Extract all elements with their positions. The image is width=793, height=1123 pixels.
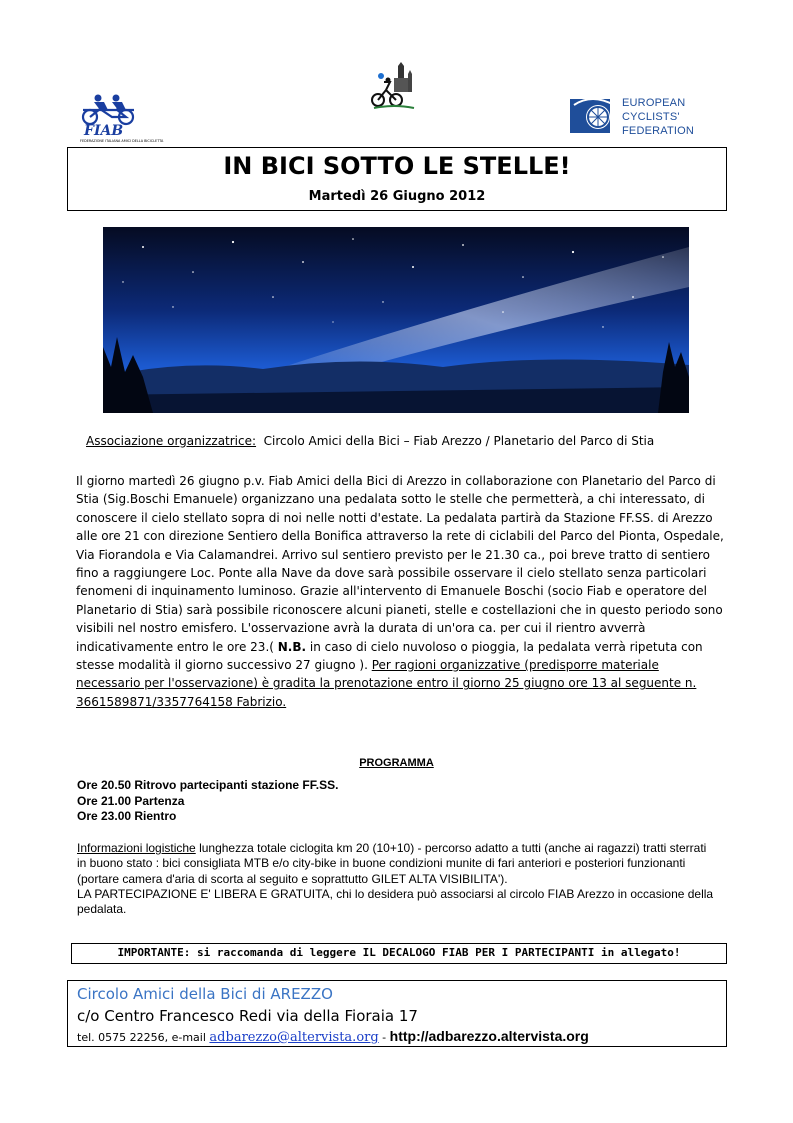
footer-box bbox=[67, 980, 727, 1047]
description-text-2: in caso di cielo nuvoloso o pioggia, la pedalata verrà ripetuta con stesse modalità il giorno successivo 27 giugno ). bbox=[76, 639, 703, 673]
event-date: Martedì 26 Giugno 2012 bbox=[308, 189, 486, 204]
organizer-value: Circolo Amici della Bici – Fiab Arezzo / Planetario del Parco di Stia bbox=[256, 434, 655, 448]
title-box bbox=[67, 147, 727, 211]
description-text: Il giorno martedì 26 giugno p.v. Fiab Amici della Bici di Arezzo in collaborazione con Planetario del Parco di Stia (Sig.Boschi Emanuele) organizzano una pedalata sotto le stelle che permetterà, a chi interessato, di conoscere il cielo stellato sopra di noi nelle notti d'estate. La pedalata partirà da Stazione FF.SS. di Arezzo alle ore 21 con direzione Sentiero della Bonifica attraverso la rete di ciclabili del Parco del Pionta, Ospedale, Via Fiorandola e Via Calamandrei. Arrivo sul sentiero previsto per le 21.30 ca., poi breve tratto di sentiero fino a raggiungere Loc. Ponte alla Nave da dove sarà possibile osservare il cielo stellato senza particolari fenomeni di inquinamento luminoso. Grazie all'intervento di Emanuele Boschi (socio Fiab e operatore del Planetario di Stia) sarà possibile riconoscere alcuni pianeti, stelle e costellazioni che in questo periodo sono visibili nel nostro emisfero. L'osservazione avrà la durata di un'ora ca. per cui il rientro avverrà indicativamente entro le ore 23.( bbox=[76, 474, 724, 654]
organizer-label: Associazione organizzatrice: bbox=[86, 434, 257, 448]
fiab-logo-text: FIAB bbox=[84, 123, 124, 139]
night-sky-image bbox=[103, 227, 689, 413]
important-text: IMPORTANTE: si raccomanda di leggere IL DECALOGO FIAB PER I PARTECIPANTI in allegato! bbox=[117, 946, 681, 959]
contact-separator: - bbox=[378, 1031, 390, 1044]
nb-label: N.B. bbox=[277, 639, 307, 654]
page-title: IN BICI SOTTO LE STELLE! bbox=[223, 152, 571, 180]
programma-item: Ore 20.50 Ritrovo partecipanti stazione FF.SS. bbox=[77, 778, 339, 792]
bicycle-church-logo-icon bbox=[368, 60, 420, 112]
logistics-info bbox=[77, 841, 717, 917]
logistics-label: Informazioni logistiche bbox=[77, 841, 196, 855]
contact-line bbox=[77, 1028, 589, 1045]
ecf-line-1: EUROPEAN bbox=[622, 97, 686, 109]
ecf-line-2: CYCLISTS' bbox=[622, 111, 680, 123]
fiab-logo bbox=[78, 93, 164, 147]
important-box bbox=[71, 943, 727, 964]
programma-item: Ore 23.00 Rientro bbox=[77, 809, 177, 823]
ecf-logo bbox=[570, 93, 710, 141]
programma-heading: PROGRAMMA bbox=[359, 757, 434, 769]
ecf-line-3: FEDERATION bbox=[622, 125, 695, 137]
website-link[interactable]: http://adbarezzo.altervista.org bbox=[389, 1028, 589, 1044]
club-address: c/o Centro Francesco Redi via della Fioraia 17 bbox=[77, 1007, 418, 1025]
logistics-text: lunghezza totale ciclogita km 20 (10+10) - percorso adatto a tutti (anche ai ragazzi) tratti sterrati in buono stato : bici consigliata MTB e/o city-bike in buone condizioni munite di fari anteriori e posteriori funzionanti (portare camera d'aria di scorta al seguito e soprattutto GILET ALTA VISIBILITA'). bbox=[77, 841, 707, 886]
fiab-logo-subtext: FEDERAZIONE ITALIANA AMICI DELLA BICICLETTA bbox=[80, 139, 164, 143]
organizer-line bbox=[86, 434, 654, 448]
participation-note: LA PARTECIPAZIONE E' LIBERA E GRATUITA, chi lo desidera può associarsi al circolo FIAB Arezzo in occasione della pedalata. bbox=[77, 886, 714, 917]
event-description bbox=[76, 472, 726, 711]
phone-text: tel. 0575 22256, e-mail bbox=[77, 1031, 210, 1044]
club-name: Circolo Amici della Bici di AREZZO bbox=[77, 985, 333, 1003]
booking-note: Per ragioni organizzative (predisporre materiale necessario per l'osservazione) è gradita la prenotazione entro il giorno 25 giugno ore 13 al seguente n. 3661589871/3357764158 Fabrizio. bbox=[76, 658, 697, 709]
ecf-wheel-icon bbox=[570, 95, 618, 139]
email-link[interactable]: adbarezzo@altervista.org bbox=[209, 1030, 379, 1045]
programma-list bbox=[77, 778, 338, 825]
programma-item: Ore 21.00 Partenza bbox=[77, 793, 185, 808]
